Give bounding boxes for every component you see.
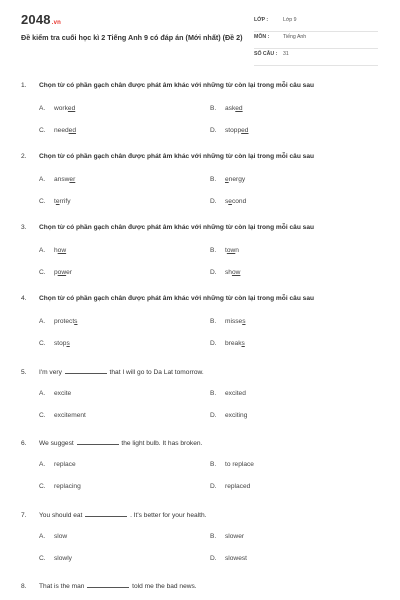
question-text: [21, 82, 314, 89]
answer-option-d[interactable]: [210, 340, 245, 347]
question-prompt: Chọn từ có phần gạch chân được phát âm khác với những từ còn lại trong mỗi câu sau: [39, 82, 315, 89]
option-letter: C.: [39, 340, 46, 347]
option-letter: A.: [39, 176, 46, 183]
option-letter: B.: [210, 533, 217, 540]
option-text: worked: [54, 105, 76, 112]
answer-option-c[interactable]: [39, 483, 81, 490]
answer-option-b[interactable]: [210, 247, 239, 254]
question-text: [21, 295, 314, 302]
option-text: misses: [225, 318, 246, 325]
option-letter: C.: [39, 555, 46, 562]
answer-option-d[interactable]: [210, 127, 248, 134]
answer-option-a[interactable]: [39, 247, 66, 254]
question-prompt-start: You should eat: [39, 512, 85, 519]
answer-blank: [87, 581, 129, 588]
option-letter: C.: [39, 198, 46, 205]
answer-option-d[interactable]: [210, 198, 246, 205]
answer-option-b[interactable]: [210, 318, 246, 325]
option-letter: D.: [210, 198, 217, 205]
option-text: asked: [225, 105, 243, 112]
answer-option-b[interactable]: [210, 390, 246, 397]
question-number: 2.: [21, 153, 27, 160]
option-letter: A.: [39, 533, 46, 540]
answer-option-d[interactable]: [210, 555, 247, 562]
answer-blank: [85, 510, 127, 517]
option-text: stops: [54, 340, 70, 347]
question-prompt-end: . It's better for your health.: [128, 512, 207, 519]
answer-blank: [77, 438, 119, 445]
option-text: answer: [54, 176, 76, 183]
option-letter: B.: [210, 105, 217, 112]
option-text: show: [225, 269, 241, 276]
answer-option-c[interactable]: [39, 127, 76, 134]
answer-option-d[interactable]: [210, 483, 250, 490]
option-letter: D.: [210, 269, 217, 276]
page-title: Đề kiểm tra cuối học kì 2 Tiếng Anh 9 có đáp án (Mới nhất) (Đề 2): [21, 33, 243, 42]
site-logo[interactable]: 2048.vn: [21, 12, 62, 27]
meta-subject: MÔN : Tiếng Anh: [254, 32, 378, 49]
option-text: town: [225, 247, 239, 254]
option-letter: B.: [210, 318, 217, 325]
option-text: to replace: [225, 461, 254, 468]
option-text: second: [225, 198, 247, 205]
option-letter: C.: [39, 127, 46, 134]
answer-option-a[interactable]: [39, 318, 77, 325]
question-prompt-start: I'm very: [39, 369, 64, 376]
question-number: 3.: [21, 224, 27, 231]
question-number: 8.: [21, 583, 27, 590]
option-letter: C.: [39, 483, 46, 490]
answer-option-b[interactable]: [210, 461, 254, 468]
answer-option-c[interactable]: [39, 340, 70, 347]
option-letter: A.: [39, 105, 46, 112]
option-text: replaced: [225, 483, 251, 490]
option-text: replace: [54, 461, 76, 468]
option-text: slower: [225, 533, 245, 540]
question-prompt-end: told me the bad news.: [130, 583, 197, 590]
question-prompt: Chọn từ có phần gạch chân được phát âm khác với những từ còn lại trong mỗi câu sau: [39, 224, 315, 231]
option-text: excite: [54, 390, 72, 397]
question-number: 6.: [21, 440, 27, 447]
option-text: exciting: [225, 412, 248, 419]
option-text: needed: [54, 127, 77, 134]
option-letter: D.: [210, 483, 217, 490]
question-prompt-start: We suggest: [39, 440, 76, 447]
question-text: [21, 153, 314, 160]
question-prompt-end: that I will go to Da Lat tomorrow.: [107, 369, 204, 376]
option-text: breaks: [225, 340, 245, 347]
option-text: energy: [225, 176, 246, 183]
option-text: slow: [54, 533, 68, 540]
option-letter: D.: [210, 340, 217, 347]
answer-option-a[interactable]: [39, 105, 75, 112]
answer-option-c[interactable]: [39, 198, 71, 205]
meta-class: LỚP : Lớp 9: [254, 15, 378, 32]
question-prompt-end: the light bulb. It has broken.: [119, 440, 203, 447]
option-text: how: [54, 247, 67, 254]
answer-option-b[interactable]: [210, 533, 244, 540]
option-text: protects: [54, 318, 78, 325]
option-letter: C.: [39, 269, 46, 276]
answer-option-b[interactable]: [210, 105, 243, 112]
option-letter: D.: [210, 555, 217, 562]
answer-option-d[interactable]: [210, 269, 240, 276]
question-number: 4.: [21, 295, 27, 302]
option-letter: A.: [39, 318, 46, 325]
answer-option-b[interactable]: [210, 176, 245, 183]
question-number: 5.: [21, 369, 27, 376]
option-letter: B.: [210, 176, 217, 183]
option-letter: D.: [210, 412, 217, 419]
question-text: [21, 224, 314, 231]
answer-option-d[interactable]: [210, 412, 247, 419]
answer-option-c[interactable]: [39, 412, 86, 419]
answer-option-c[interactable]: [39, 269, 72, 276]
exam-meta: [254, 15, 378, 66]
question-text: [21, 367, 204, 376]
question-number: 7.: [21, 512, 27, 519]
option-letter: A.: [39, 247, 46, 254]
question-text: [21, 438, 202, 447]
answer-option-c[interactable]: [39, 555, 72, 562]
option-text: slowly: [54, 555, 72, 562]
option-letter: B.: [210, 390, 217, 397]
question-prompt-start: That is the man: [39, 583, 87, 590]
option-letter: A.: [39, 390, 46, 397]
answer-option-a[interactable]: [39, 461, 76, 468]
option-letter: D.: [210, 127, 217, 134]
option-letter: A.: [39, 461, 46, 468]
answer-option-a[interactable]: [39, 390, 71, 397]
question-number: 1.: [21, 82, 27, 89]
option-letter: B.: [210, 247, 217, 254]
question-text: [21, 581, 197, 590]
question-text: [21, 510, 206, 519]
option-text: excited: [225, 390, 246, 397]
meta-question-count: SỐ CÂU : 31: [254, 49, 378, 66]
option-text: stopped: [225, 127, 249, 134]
answer-option-a[interactable]: [39, 533, 67, 540]
question-prompt: Chọn từ có phần gạch chân được phát âm khác với những từ còn lại trong mỗi câu sau: [39, 153, 315, 160]
question-prompt: Chọn từ có phần gạch chân được phát âm khác với những từ còn lại trong mỗi câu sau: [39, 295, 315, 302]
option-text: slowest: [225, 555, 247, 562]
answer-option-a[interactable]: [39, 176, 75, 183]
option-letter: C.: [39, 412, 46, 419]
option-text: power: [54, 269, 72, 276]
option-text: excitement: [54, 412, 86, 419]
page-header: [0, 0, 400, 72]
answer-blank: [65, 367, 107, 374]
option-text: replacing: [54, 483, 81, 490]
option-text: terrify: [54, 198, 71, 205]
option-letter: B.: [210, 461, 217, 468]
